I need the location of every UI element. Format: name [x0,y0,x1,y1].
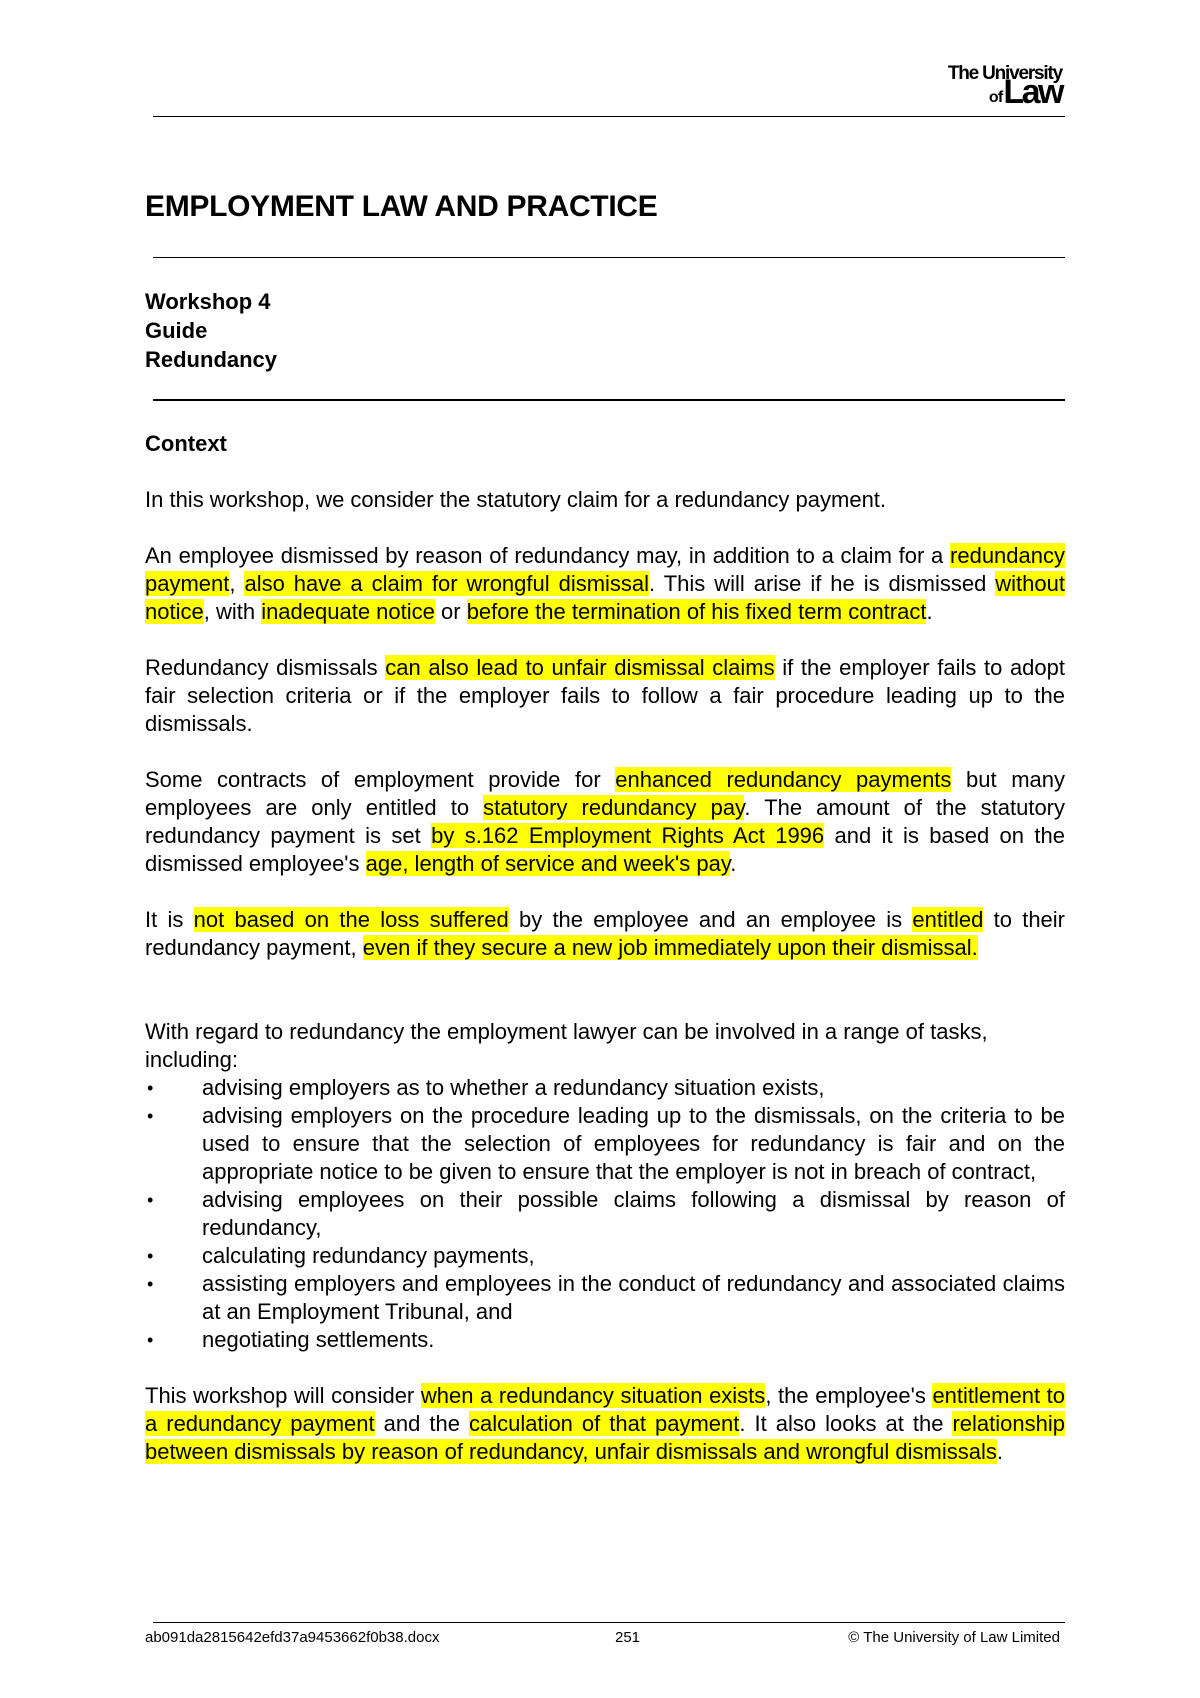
highlighted-text: without notice [145,571,1065,624]
section-heading: Context [145,431,227,456]
highlighted-text: can also lead to unfair dismissal claims [385,655,775,680]
footer-copyright: © The University of Law Limited [848,1629,1060,1646]
highlighted-text: also have a claim for wrongful dismissal [244,571,650,596]
paragraph: It is not based on the loss suffered by the employee and an employee is entitled to their redundancy payment, even if they secure a new job immediately upon their dismissal. [145,907,1066,960]
paragraph: Some contracts of employment provide for enhanced redundancy payments but many employees are only entitled to statutory redundancy pay. The amount of the statutory redundancy payment is set by s.162 Employment Rights Act 1996 and it is based on the dismissed employee's age, length of service and week's pay. [145,767,1066,876]
paragraph: In this workshop, we consider the statutory claim for a redundancy payment. [145,487,887,512]
title-rule [153,257,1065,258]
paragraph: With regard to redundancy the employment lawyer can be involved in a range of tasks, including: [145,1019,988,1072]
bullet-icon: • [147,1246,154,1266]
highlighted-text: even if they secure a new job immediately upon their dismissal. [362,935,978,960]
highlighted-text: redundancy payment [145,543,1065,596]
bullet-icon: • [147,1078,154,1098]
highlighted-text: when a redundancy situation exists [420,1383,766,1408]
highlighted-text: age, length of service and week's pay [365,851,731,876]
highlighted-text: not based on the loss suffered [193,907,509,932]
footer-filename: ab091da2815642efd37a9453662f0b38.docx [145,1629,440,1646]
footer-rule [153,1622,1065,1623]
workshop-subheading: Workshop 4 Guide Redundancy [145,289,278,372]
bullet-icon: • [147,1330,154,1350]
list-item: • calculating redundancy payments, [147,1243,535,1268]
paragraph: Redundancy dismissals can also lead to unfair dismissal claims if the employer fails to adopt fair selection criteria or if the employer fails to follow a fair procedure leading up to the dismissals. [145,655,1065,736]
list-item: • advising employers on the procedure leading up to the dismissals, on the criteria to be used to ensure that the selection of employees for redundancy is fair and on the appropriate notice to be given to ensure that the employer is not in breach of contract, [147,1103,1065,1184]
main-content [145,430,1065,1494]
bullet-icon: • [147,1274,154,1294]
highlighted-text: enhanced redundancy payments [615,767,952,792]
paragraph: This workshop will consider when a redundancy situation exists, the employee's entitlement to a redundancy payment and the calculation of that payment. It also looks at the relationship between dismissals by reason of redundancy, unfair dismissals and wrongful dismissals. [145,1383,1066,1464]
highlighted-text: inadequate notice [261,599,435,624]
highlighted-text: before the termination of his fixed term contract [466,599,927,624]
highlighted-text: statutory redundancy pay [483,795,745,820]
bullet-icon: • [147,1190,154,1210]
page-number: 251 [615,1629,641,1646]
paragraph: An employee dismissed by reason of redundancy may, in addition to a claim for a redundancy payment, also have a claim for wrongful dismissal. This will arise if he is dismissed without notice, with inadequate notice or before the termination of his fixed term contract. [145,543,1065,624]
subheading-rule [153,399,1065,401]
bullet-icon: • [147,1106,154,1126]
list-item: • negotiating settlements. [147,1327,435,1352]
highlighted-text: relationship between dismissals by reason of redundancy, unfair dismissals and wrongful dismissals [145,1411,1065,1464]
document-title: EMPLOYMENT LAW AND PRACTICE [145,190,658,223]
university-logo: The University of Law [947,63,1062,111]
list-item: • assisting employers and employees in the conduct of redundancy and associated claims at an Employment Tribunal, and [147,1271,1065,1324]
highlighted-text: by s.162 Employment Rights Act 1996 [431,823,825,848]
highlighted-text: entitlement to a redundancy payment [145,1383,1066,1436]
highlighted-text: calculation of that payment [468,1411,740,1436]
highlighted-text: entitled [912,907,984,932]
task-list [145,1074,1065,1354]
list-item: • advising employers as to whether a redundancy situation exists, [147,1075,825,1100]
header-rule [153,116,1065,117]
list-item: • advising employees on their possible claims following a dismissal by reason of redundancy, [147,1187,1065,1240]
